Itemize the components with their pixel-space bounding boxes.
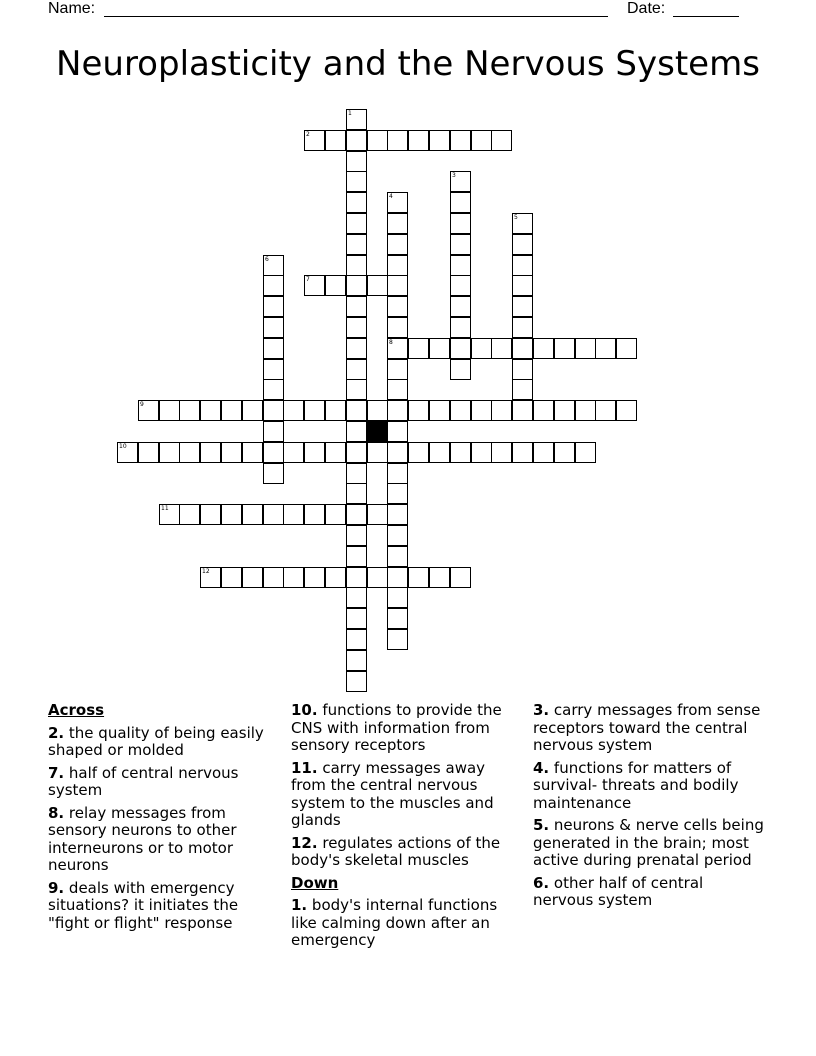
grid-cell[interactable]: [491, 442, 512, 463]
grid-cell[interactable]: [387, 275, 408, 296]
grid-cell[interactable]: [450, 192, 471, 213]
grid-cell[interactable]: [595, 400, 616, 421]
clues-column-2: [291, 702, 523, 955]
grid-cell[interactable]: [200, 400, 221, 421]
grid-cell[interactable]: [325, 504, 346, 525]
grid-cell[interactable]: [575, 400, 596, 421]
grid-cell[interactable]: [159, 504, 180, 525]
cell-number: 11: [161, 505, 169, 512]
grid-cell[interactable]: [367, 275, 388, 296]
grid-cell[interactable]: [387, 213, 408, 234]
grid-cell[interactable]: [325, 400, 346, 421]
grid-cell[interactable]: [512, 379, 533, 400]
grid-cell[interactable]: [512, 317, 533, 338]
clue-number: 1.: [291, 896, 308, 914]
grid-cell[interactable]: [387, 483, 408, 504]
grid-cell[interactable]: [325, 130, 346, 151]
grid-cell[interactable]: [346, 442, 367, 463]
grid-cell[interactable]: [263, 275, 284, 296]
grid-cell[interactable]: [491, 400, 512, 421]
grid-cell[interactable]: [117, 442, 138, 463]
grid-cell[interactable]: [387, 421, 408, 442]
grid-cell[interactable]: [200, 567, 221, 588]
grid-cell[interactable]: [346, 525, 367, 546]
grid-cell[interactable]: [554, 442, 575, 463]
clue-number: 10.: [291, 701, 318, 719]
grid-cell[interactable]: [471, 400, 492, 421]
grid-cell[interactable]: [512, 213, 533, 234]
clue-number: 12.: [291, 833, 318, 852]
grid-cell[interactable]: [408, 338, 429, 359]
grid-cell[interactable]: [471, 130, 492, 151]
grid-cell[interactable]: [263, 504, 284, 525]
grid-cell[interactable]: [304, 504, 325, 525]
grid-cell[interactable]: [179, 504, 200, 525]
grid-cell[interactable]: [554, 338, 575, 359]
grid-cell[interactable]: [346, 151, 367, 172]
grid-cell[interactable]: [242, 400, 263, 421]
cell-number: 3: [452, 172, 456, 179]
clue-item: [533, 875, 765, 910]
clue-text: relay messages from sensory neurons to other interneurons or to motor neurons: [48, 803, 237, 874]
grid-cell[interactable]: [429, 400, 450, 421]
cell-number: 6: [265, 256, 269, 263]
clue-item: [48, 805, 280, 875]
grid-cell[interactable]: [387, 130, 408, 151]
grid-cell[interactable]: [387, 192, 408, 213]
grid-cell[interactable]: [367, 504, 388, 525]
grid-cell[interactable]: [346, 359, 367, 380]
grid-cell[interactable]: [512, 255, 533, 276]
clue-item: [291, 760, 523, 830]
clue-number: 7.: [48, 763, 65, 782]
grid-cell[interactable]: [346, 463, 367, 484]
grid-cell[interactable]: [512, 338, 533, 359]
grid-cell[interactable]: [263, 442, 284, 463]
grid-cell[interactable]: [304, 442, 325, 463]
grid-cell[interactable]: [450, 275, 471, 296]
grid-cell[interactable]: [346, 255, 367, 276]
grid-cell[interactable]: [159, 442, 180, 463]
grid-cell[interactable]: [533, 442, 554, 463]
date-label: Date:: [627, 0, 666, 17]
cell-number: 9: [140, 401, 144, 408]
grid-cell[interactable]: [387, 338, 408, 359]
grid-cell[interactable]: [367, 130, 388, 151]
clue-item: [533, 760, 765, 813]
clue-number: 6.: [533, 873, 550, 892]
grid-cell[interactable]: [533, 338, 554, 359]
cell-number: 5: [514, 214, 518, 221]
grid-cell[interactable]: [200, 442, 221, 463]
grid-cell[interactable]: [450, 359, 471, 380]
grid-cell[interactable]: [263, 359, 284, 380]
grid-cell[interactable]: [616, 338, 637, 359]
grid-cell[interactable]: [325, 567, 346, 588]
grid-cell[interactable]: [346, 338, 367, 359]
grid-cell[interactable]: [408, 400, 429, 421]
cell-number: 7: [306, 276, 310, 283]
cell-number: 12: [202, 568, 210, 575]
grid-cell[interactable]: [387, 400, 408, 421]
grid-cell[interactable]: [387, 525, 408, 546]
clue-text: body's internal functions like calming down after an emergency: [291, 896, 498, 949]
grid-cell[interactable]: [242, 442, 263, 463]
grid-cell[interactable]: [346, 650, 367, 671]
grid-cell[interactable]: [387, 463, 408, 484]
grid-cell[interactable]: [346, 275, 367, 296]
grid-cell[interactable]: [387, 234, 408, 255]
grid-cell[interactable]: [346, 546, 367, 567]
grid-cell[interactable]: [450, 213, 471, 234]
clue-number: 2.: [48, 723, 65, 742]
grid-cell[interactable]: [179, 400, 200, 421]
clue-text: neurons & nerve cells being generated in the brain; most active during prenatal period: [533, 816, 764, 869]
grid-cell[interactable]: [387, 567, 408, 588]
grid-cell[interactable]: [616, 400, 637, 421]
grid-cell[interactable]: [304, 400, 325, 421]
clue-item: [533, 702, 765, 755]
clue-item: [291, 835, 523, 870]
grid-cell[interactable]: [408, 130, 429, 151]
grid-cell[interactable]: [387, 442, 408, 463]
grid-cell[interactable]: [387, 359, 408, 380]
cell-number: 4: [389, 193, 393, 200]
grid-cell[interactable]: [263, 400, 284, 421]
grid-cell[interactable]: [512, 275, 533, 296]
grid-cell[interactable]: [575, 338, 596, 359]
grid-cell[interactable]: [367, 442, 388, 463]
grid-cell[interactable]: [491, 338, 512, 359]
grid-cell[interactable]: [242, 567, 263, 588]
grid-cell[interactable]: [346, 109, 367, 130]
grid-cell[interactable]: [367, 400, 388, 421]
grid-cell[interactable]: [429, 338, 450, 359]
grid-cell[interactable]: [346, 567, 367, 588]
grid-cell[interactable]: [450, 567, 471, 588]
clue-number: 4.: [533, 758, 550, 777]
grid-cell[interactable]: [263, 317, 284, 338]
grid-cell[interactable]: [408, 442, 429, 463]
clue-section-heading: Down: [291, 873, 339, 892]
grid-cell[interactable]: [387, 379, 408, 400]
grid-cell[interactable]: [491, 130, 512, 151]
grid-cell[interactable]: [263, 255, 284, 276]
grid-cell[interactable]: [450, 171, 471, 192]
grid-cell[interactable]: [512, 234, 533, 255]
grid-cell[interactable]: [387, 504, 408, 525]
grid-cell[interactable]: [346, 379, 367, 400]
clue-text: deals with emergency situations? it initiates the "fight or flight" response: [48, 878, 239, 932]
grid-cell[interactable]: [346, 504, 367, 525]
grid-cell[interactable]: [450, 234, 471, 255]
grid-cell[interactable]: [159, 400, 180, 421]
grid-cell[interactable]: [346, 629, 367, 650]
clue-item: [291, 702, 523, 755]
grid-cell[interactable]: [346, 608, 367, 629]
clue-item: [533, 817, 765, 870]
grid-cell[interactable]: [512, 296, 533, 317]
clue-text: functions to provide the CNS with information from sensory receptors: [291, 701, 502, 754]
grid-cell[interactable]: [387, 296, 408, 317]
grid-cell[interactable]: [367, 567, 388, 588]
grid-cell[interactable]: [429, 442, 450, 463]
grid-cell[interactable]: [471, 338, 492, 359]
clue-text: carry messages away from the central nervous system to the muscles and glands: [291, 758, 494, 829]
grid-cell[interactable]: [346, 587, 367, 608]
grid-cell[interactable]: [263, 463, 284, 484]
grid-cell[interactable]: [450, 130, 471, 151]
cell-number: 10: [119, 443, 127, 450]
grid-cell[interactable]: [512, 400, 533, 421]
grid-cell[interactable]: [346, 130, 367, 151]
grid-cell[interactable]: [283, 442, 304, 463]
clue-number: 5.: [533, 816, 550, 834]
grid-cell[interactable]: [304, 567, 325, 588]
grid-cell[interactable]: [346, 213, 367, 234]
grid-cell[interactable]: [221, 567, 242, 588]
clue-item: [48, 880, 280, 933]
clue-text: regulates actions of the body's skeletal muscles: [291, 833, 501, 869]
clue-section-heading: Across: [48, 701, 105, 719]
clues-column-3: [533, 702, 765, 915]
grid-cell[interactable]: [450, 338, 471, 359]
grid-cell[interactable]: [575, 442, 596, 463]
grid-cell[interactable]: [387, 629, 408, 650]
clues-column-1: [48, 702, 280, 937]
grid-cell[interactable]: [450, 400, 471, 421]
grid-cell[interactable]: [429, 567, 450, 588]
grid-cell[interactable]: [387, 546, 408, 567]
grid-cell[interactable]: [304, 275, 325, 296]
clue-text: functions for matters of survival- threats and bodily maintenance: [533, 758, 739, 812]
grid-cell[interactable]: [387, 255, 408, 276]
grid-cell[interactable]: [429, 130, 450, 151]
clue-text: other half of central nervous system: [533, 873, 704, 909]
grid-cell[interactable]: [346, 400, 367, 421]
grid-cell[interactable]: [346, 296, 367, 317]
grid-cell[interactable]: [408, 567, 429, 588]
grid-cell[interactable]: [450, 442, 471, 463]
grid-cell[interactable]: [283, 400, 304, 421]
grid-cell[interactable]: [263, 338, 284, 359]
grid-cell[interactable]: [450, 255, 471, 276]
grid-cell[interactable]: [221, 442, 242, 463]
grid-cell[interactable]: [387, 587, 408, 608]
grid-cell[interactable]: [283, 504, 304, 525]
grid-cell[interactable]: [200, 504, 221, 525]
grid-cell[interactable]: [471, 442, 492, 463]
name-label: Name:: [48, 0, 96, 17]
clue-item: [48, 725, 280, 760]
grid-cell[interactable]: [263, 421, 284, 442]
grid-cell[interactable]: [221, 400, 242, 421]
grid-cell[interactable]: [346, 421, 367, 442]
grid-cell[interactable]: [346, 483, 367, 504]
clue-number: 11.: [291, 758, 318, 777]
grid-cell[interactable]: [346, 171, 367, 192]
page-title: Neuroplasticity and the Nervous Systems: [56, 44, 760, 84]
clue-number: 8.: [48, 803, 65, 822]
grid-cell[interactable]: [512, 442, 533, 463]
grid-cell[interactable]: [138, 400, 159, 421]
grid-cell[interactable]: [595, 338, 616, 359]
clue-number: 9.: [48, 878, 65, 897]
grid-cell[interactable]: [283, 567, 304, 588]
grid-cell[interactable]: [325, 275, 346, 296]
clue-number: 3.: [533, 701, 550, 719]
grid-cell[interactable]: [533, 400, 554, 421]
grid-cell[interactable]: [512, 359, 533, 380]
grid-cell[interactable]: [242, 504, 263, 525]
grid-cell[interactable]: [387, 608, 408, 629]
clue-text: the quality of being easily shaped or molded: [48, 723, 264, 759]
grid-cell[interactable]: [346, 317, 367, 338]
grid-cell[interactable]: [179, 442, 200, 463]
cell-number: 8: [389, 339, 393, 346]
grid-cell[interactable]: [346, 192, 367, 213]
grid-cell[interactable]: [346, 671, 367, 692]
grid-cell[interactable]: [346, 234, 367, 255]
black-cell: [367, 421, 388, 442]
grid-cell[interactable]: [554, 400, 575, 421]
grid-cell[interactable]: [263, 567, 284, 588]
grid-cell[interactable]: [263, 296, 284, 317]
grid-cell[interactable]: [304, 130, 325, 151]
cell-number: 1: [348, 110, 352, 117]
clue-text: half of central nervous system: [48, 763, 239, 799]
grid-cell[interactable]: [450, 296, 471, 317]
grid-cell[interactable]: [263, 379, 284, 400]
clue-item: [291, 897, 523, 950]
grid-cell[interactable]: [387, 317, 408, 338]
grid-cell[interactable]: [325, 442, 346, 463]
cell-number: 2: [306, 131, 310, 138]
clue-text: carry messages from sense receptors toward the central nervous system: [533, 701, 761, 754]
clue-item: [48, 765, 280, 800]
grid-cell[interactable]: [450, 317, 471, 338]
grid-cell[interactable]: [221, 504, 242, 525]
grid-cell[interactable]: [138, 442, 159, 463]
